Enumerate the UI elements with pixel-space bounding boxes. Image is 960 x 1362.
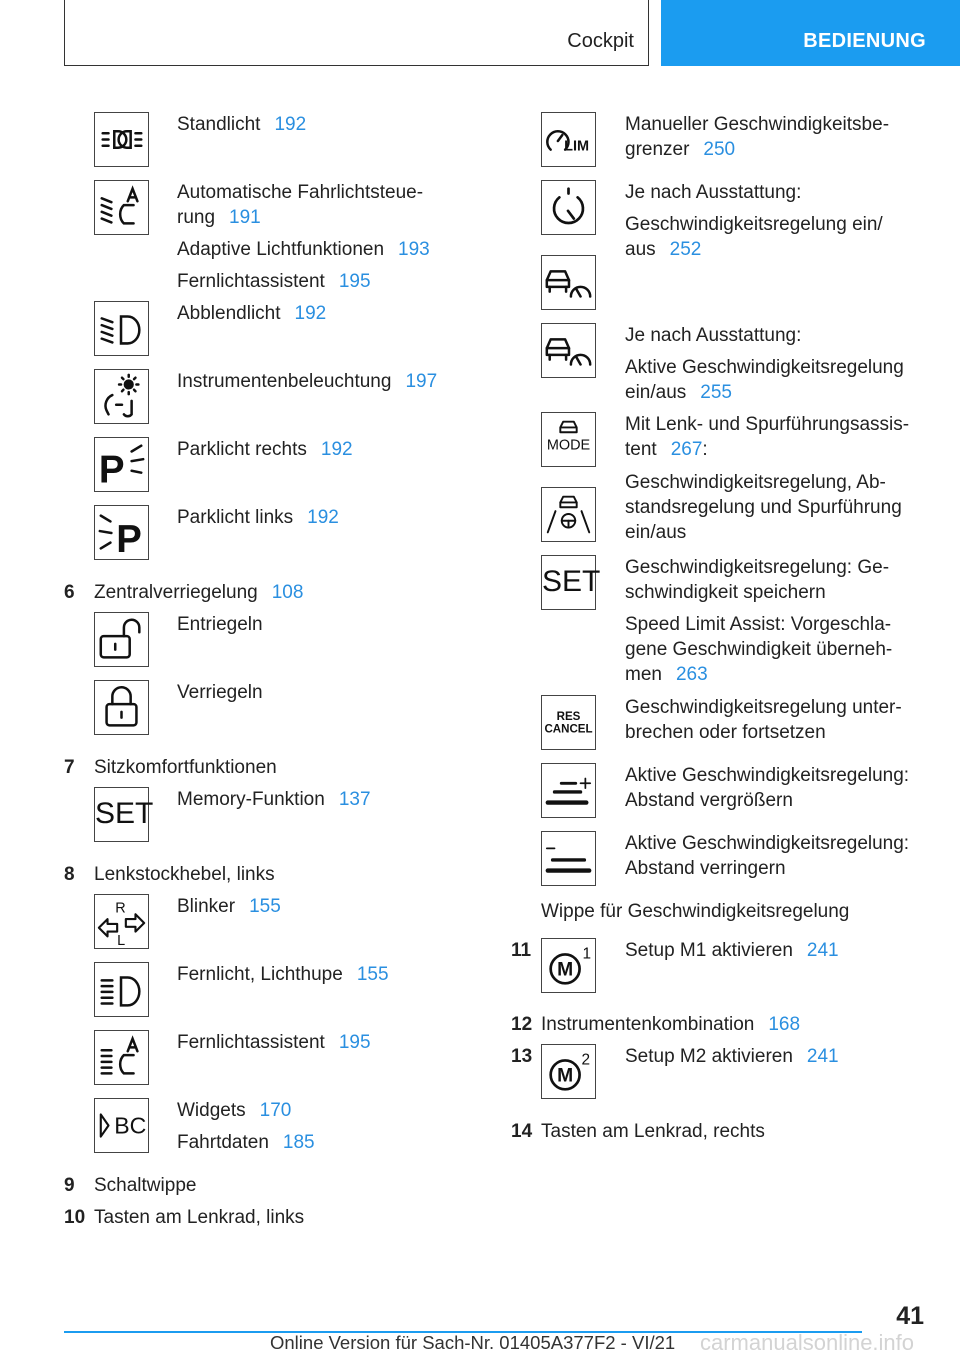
item-number: 9 bbox=[64, 1175, 75, 1196]
page-ref-link[interactable]: 197 bbox=[405, 371, 438, 392]
page-ref-link[interactable]: 250 bbox=[703, 139, 736, 160]
speed-limiter-line1: Manueller Geschwindigkeitsbe- bbox=[625, 114, 890, 135]
page-ref-link[interactable]: 263 bbox=[675, 664, 708, 685]
page-ref-link[interactable]: 137 bbox=[338, 789, 371, 810]
svg-text:P: P bbox=[98, 448, 125, 491]
svg-text:LIM: LIM bbox=[564, 138, 590, 155]
unlock-icon bbox=[94, 612, 149, 667]
svg-text:MODE: MODE bbox=[546, 437, 591, 454]
distance-control-line3: ein/aus bbox=[625, 522, 687, 543]
header-chapter-tab bbox=[661, 0, 960, 66]
high-beam-entry: Fernlicht, Lichthupe 155 bbox=[177, 964, 389, 985]
high-beam-assist-entry-2: Fernlichtassistent 195 bbox=[177, 1032, 371, 1053]
mode-button-icon bbox=[541, 412, 596, 467]
cruise-onoff-line2: aus 252 bbox=[625, 239, 702, 260]
instrument-lighting-entry: Instrumentenbeleuchtung 197 bbox=[177, 371, 438, 392]
left-stalk-heading: Lenkstockhebel, links bbox=[94, 864, 275, 885]
parking-light-left-entry: Parklicht links 192 bbox=[177, 507, 339, 528]
distance-increase-line2: Abstand vergrößern bbox=[625, 790, 793, 811]
item-number: 13 bbox=[511, 1046, 533, 1067]
memory-function-entry: Memory-Funktion 137 bbox=[177, 789, 371, 810]
distance-control-line2: standsregelung und Spurführung bbox=[625, 497, 902, 518]
distance-decrease-icon bbox=[541, 831, 596, 886]
page-ref-link[interactable]: 241 bbox=[806, 940, 839, 961]
speed-limiter-icon bbox=[541, 112, 596, 167]
page-ref-link[interactable]: 195 bbox=[338, 271, 371, 292]
steering-buttons-right-heading: Tasten am Lenkrad, rechts bbox=[541, 1121, 765, 1142]
auto-headlight-line2: rung 191 bbox=[177, 207, 261, 228]
cruise-control-icon bbox=[541, 180, 596, 235]
svg-text:CANCEL: CANCEL bbox=[544, 723, 593, 736]
lane-assist-line1: Mit Lenk- und Spurführungsassis- bbox=[625, 414, 910, 435]
page-ref-link[interactable]: 193 bbox=[398, 239, 430, 260]
page-ref-link[interactable]: 192 bbox=[294, 303, 327, 324]
auto-headlight-line1: Automatische Fahrlichtsteue- bbox=[177, 182, 424, 203]
page-ref-link[interactable]: 170 bbox=[259, 1100, 292, 1121]
page-ref-link[interactable]: 252 bbox=[669, 239, 702, 260]
save-speed-line2: schwindigkeit speichern bbox=[625, 582, 826, 603]
speed-limit-assist-line1: Speed Limit Assist: Vorgeschla- bbox=[625, 614, 892, 635]
item-number: 11 bbox=[511, 940, 532, 961]
page-ref-link[interactable]: 255 bbox=[700, 382, 732, 403]
svg-text:M: M bbox=[557, 1065, 574, 1087]
setup-m2-entry: Setup M2 aktivieren 241 bbox=[625, 1046, 839, 1067]
distance-decrease-line2: Abstand verringern bbox=[625, 858, 786, 879]
set-memory-icon: SET bbox=[94, 787, 149, 842]
page-ref-link[interactable]: 155 bbox=[249, 896, 281, 917]
cruise-car-gauge-icon bbox=[541, 255, 596, 310]
chapter-title: BEDIENUNG bbox=[803, 30, 926, 52]
svg-text:R: R bbox=[115, 900, 126, 917]
cruise-onoff-line1: Geschwindigkeitsregelung ein/ bbox=[625, 214, 883, 235]
turn-signal-entry: Blinker 155 bbox=[177, 896, 281, 917]
page-ref-link[interactable]: 191 bbox=[229, 207, 261, 228]
steering-assist-icon bbox=[541, 487, 596, 542]
unlock-label: Entriegeln bbox=[177, 614, 263, 635]
equipment-note-1: Je nach Ausstattung: bbox=[625, 182, 802, 203]
lane-assist-line2: tent 267: bbox=[625, 439, 708, 460]
distance-increase-icon bbox=[541, 763, 596, 818]
item-number: 12 bbox=[511, 1014, 533, 1035]
central-locking-heading: Zentralverriegelung 108 bbox=[94, 582, 304, 603]
seat-comfort-heading: Sitzkomfortfunktionen bbox=[94, 757, 277, 778]
auto-headlight-icon bbox=[94, 180, 149, 235]
standlicht-entry: Standlicht 192 bbox=[177, 114, 307, 135]
svg-text:1: 1 bbox=[582, 945, 592, 963]
high-beam-assist-icon bbox=[94, 1030, 149, 1085]
header-section-box bbox=[64, 0, 649, 66]
trip-data-entry: Fahrtdaten 185 bbox=[177, 1132, 315, 1153]
lock-label: Verriegeln bbox=[177, 682, 263, 703]
page-ref-link[interactable]: 195 bbox=[338, 1032, 371, 1053]
footer-version-text: Online Version für Sach-Nr. 01405A377F2 - VI/21 bbox=[270, 1332, 676, 1353]
speed-limit-assist-line3: men 263 bbox=[625, 664, 708, 685]
page-ref-link[interactable]: 267 bbox=[670, 439, 703, 460]
page-ref-link[interactable]: 185 bbox=[282, 1132, 315, 1153]
steering-buttons-left-heading: Tasten am Lenkrad, links bbox=[94, 1207, 305, 1228]
page-ref-link[interactable]: 241 bbox=[806, 1046, 839, 1067]
turn-signal-icon bbox=[94, 894, 149, 949]
page-ref-link[interactable]: 192 bbox=[320, 439, 353, 460]
parking-light-right-icon bbox=[94, 437, 149, 492]
set-speed-icon: SET bbox=[541, 555, 596, 610]
interrupt-resume-line1: Geschwindigkeitsregelung unter- bbox=[625, 697, 902, 718]
res-cancel-icon bbox=[541, 695, 596, 750]
low-beam-icon bbox=[94, 301, 149, 356]
instrument-cluster-entry: Instrumentenkombination 168 bbox=[541, 1014, 801, 1035]
standlicht-icon bbox=[94, 112, 149, 167]
page-ref-link[interactable]: 168 bbox=[768, 1014, 801, 1035]
svg-text:BC: BC bbox=[114, 1112, 147, 1139]
interrupt-resume-line2: brechen oder fortsetzen bbox=[625, 722, 826, 743]
cruise-rocker-label: Wippe für Geschwindigkeitsregelung bbox=[541, 901, 850, 922]
adaptive-light-entry: Adaptive Lichtfunktionen 193 bbox=[177, 239, 430, 260]
m1-setup-icon bbox=[541, 938, 596, 993]
watermark: carmanualsonline.info bbox=[700, 1330, 915, 1355]
svg-text:2: 2 bbox=[581, 1051, 591, 1069]
instrument-lighting-icon bbox=[94, 369, 149, 424]
svg-text:M: M bbox=[557, 959, 574, 981]
m2-setup-icon bbox=[541, 1044, 596, 1099]
high-beam-assist-entry-1: Fernlichtassistent 195 bbox=[177, 271, 371, 292]
parking-light-left-icon bbox=[94, 505, 149, 560]
save-speed-line1: Geschwindigkeitsregelung: Ge- bbox=[625, 557, 890, 578]
section-title: Cockpit bbox=[567, 30, 634, 52]
item-number: 7 bbox=[64, 757, 75, 778]
distance-decrease-line1: Aktive Geschwindigkeitsregelung: bbox=[625, 833, 910, 854]
distance-control-line1: Geschwindigkeitsregelung, Ab- bbox=[625, 472, 886, 493]
page-ref-link[interactable]: 192 bbox=[274, 114, 307, 135]
item-number: 6 bbox=[64, 582, 75, 603]
item-number: 10 bbox=[64, 1207, 86, 1228]
svg-text:P: P bbox=[116, 518, 142, 559]
item-number: 8 bbox=[64, 864, 75, 885]
equipment-note-2: Je nach Ausstattung: bbox=[625, 325, 802, 346]
speed-limiter-line2: grenzer 250 bbox=[625, 139, 736, 160]
page-number: 41 bbox=[896, 1302, 924, 1330]
low-beam-entry: Abblendlicht 192 bbox=[177, 303, 327, 324]
bc-button-icon bbox=[94, 1098, 149, 1153]
item-number: 14 bbox=[511, 1121, 533, 1142]
active-cruise-car-gauge-icon bbox=[541, 323, 596, 378]
lock-icon bbox=[94, 680, 149, 735]
svg-text:L: L bbox=[117, 933, 126, 948]
acc-onoff-line2: ein/aus 255 bbox=[625, 382, 732, 403]
page-ref-link[interactable]: 192 bbox=[307, 507, 339, 528]
paddle-heading: Schaltwippe bbox=[94, 1175, 197, 1196]
setup-m1-entry: Setup M1 aktivieren 241 bbox=[625, 940, 839, 961]
acc-onoff-line1: Aktive Geschwindigkeitsregelung bbox=[625, 357, 904, 378]
svg-text:RES: RES bbox=[556, 711, 581, 724]
distance-increase-line1: Aktive Geschwindigkeitsregelung: bbox=[625, 765, 910, 786]
widgets-entry: Widgets 170 bbox=[177, 1100, 292, 1121]
high-beam-icon bbox=[94, 962, 149, 1017]
page-ref-link[interactable]: 108 bbox=[271, 582, 304, 603]
speed-limit-assist-line2: gene Geschwindigkeit überneh- bbox=[625, 639, 893, 660]
page-ref-link[interactable]: 155 bbox=[356, 964, 389, 985]
parking-light-right-entry: Parklicht rechts 192 bbox=[177, 439, 353, 460]
